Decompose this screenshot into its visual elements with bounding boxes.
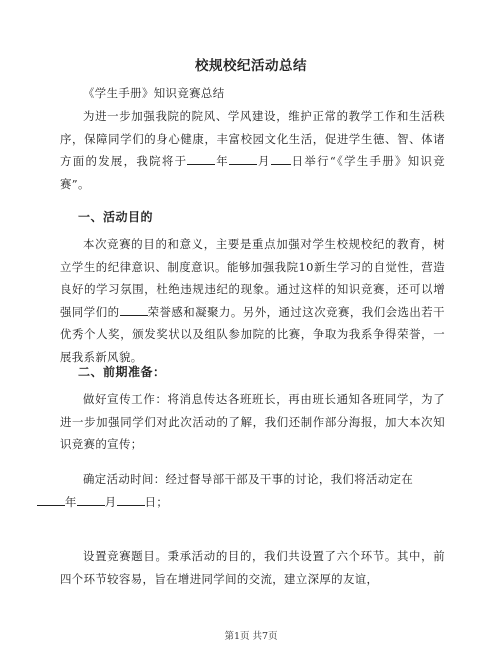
page-title: 校规校纪活动总结: [195, 58, 307, 74]
blank-line: [77, 493, 105, 506]
section-heading-preparation: 二、前期准备：: [78, 365, 166, 379]
blank-line: [120, 303, 148, 316]
preparation-paragraph-1: 做好宣传工作：将消息传达各班班长，再由班长通知各班同学，为了进一步加强同学们对此次活动的了解，我们还制作部分海报，加大本次知识竞赛的宣传；: [60, 392, 445, 451]
intro-paragraph: 为进一步加强我院的院风、学风建设，维护正常的教学工作和生活秩序，保障同学们的身心健康，丰富校园文化生活，促进学生德、智、体诸方面的发展，我院将于 年 月 日举行“《学生手册》知识竞赛”。: [60, 109, 445, 191]
preparation-paragraph-3: 设置竞赛题目。秉承活动的目的，我们共设置了六个环节。其中，前四个环节较容易，旨在增进同学间的交流，建立深厚的友谊，: [60, 549, 445, 586]
blank-line: [229, 152, 257, 165]
preparation-paragraph-2: 确定活动时间：经过督导部干部及干事的讨论，我们将活动定在 年 月 日；: [60, 468, 445, 513]
blank-line: [271, 152, 291, 165]
blank-line: [187, 152, 215, 165]
blank-line: [37, 493, 65, 506]
purpose-paragraph: 本次竞赛的目的和意义，主要是重点加强对学生校规校纪的教育，树立学生的纪律意识、制度意识。能够加强我院10新生学习的自觉性，营造良好的学习氛围，杜绝违规违纪的现象。通过这样的知识竞赛，还可以增强同学们的 荣誉感和凝聚力。另外，通过这次竞赛，我们会选出若干优秀个人奖，颁发奖状以及组队参加院的比赛，争取为我系争得荣誉，一展我系新风貌。: [60, 237, 445, 364]
subtitle: 《学生手册》知识竞赛总结: [83, 86, 225, 100]
section-heading-purpose: 一、活动目的: [78, 210, 154, 224]
page-footer: 第1页 共7页: [224, 631, 278, 642]
blank-line: [117, 493, 145, 506]
